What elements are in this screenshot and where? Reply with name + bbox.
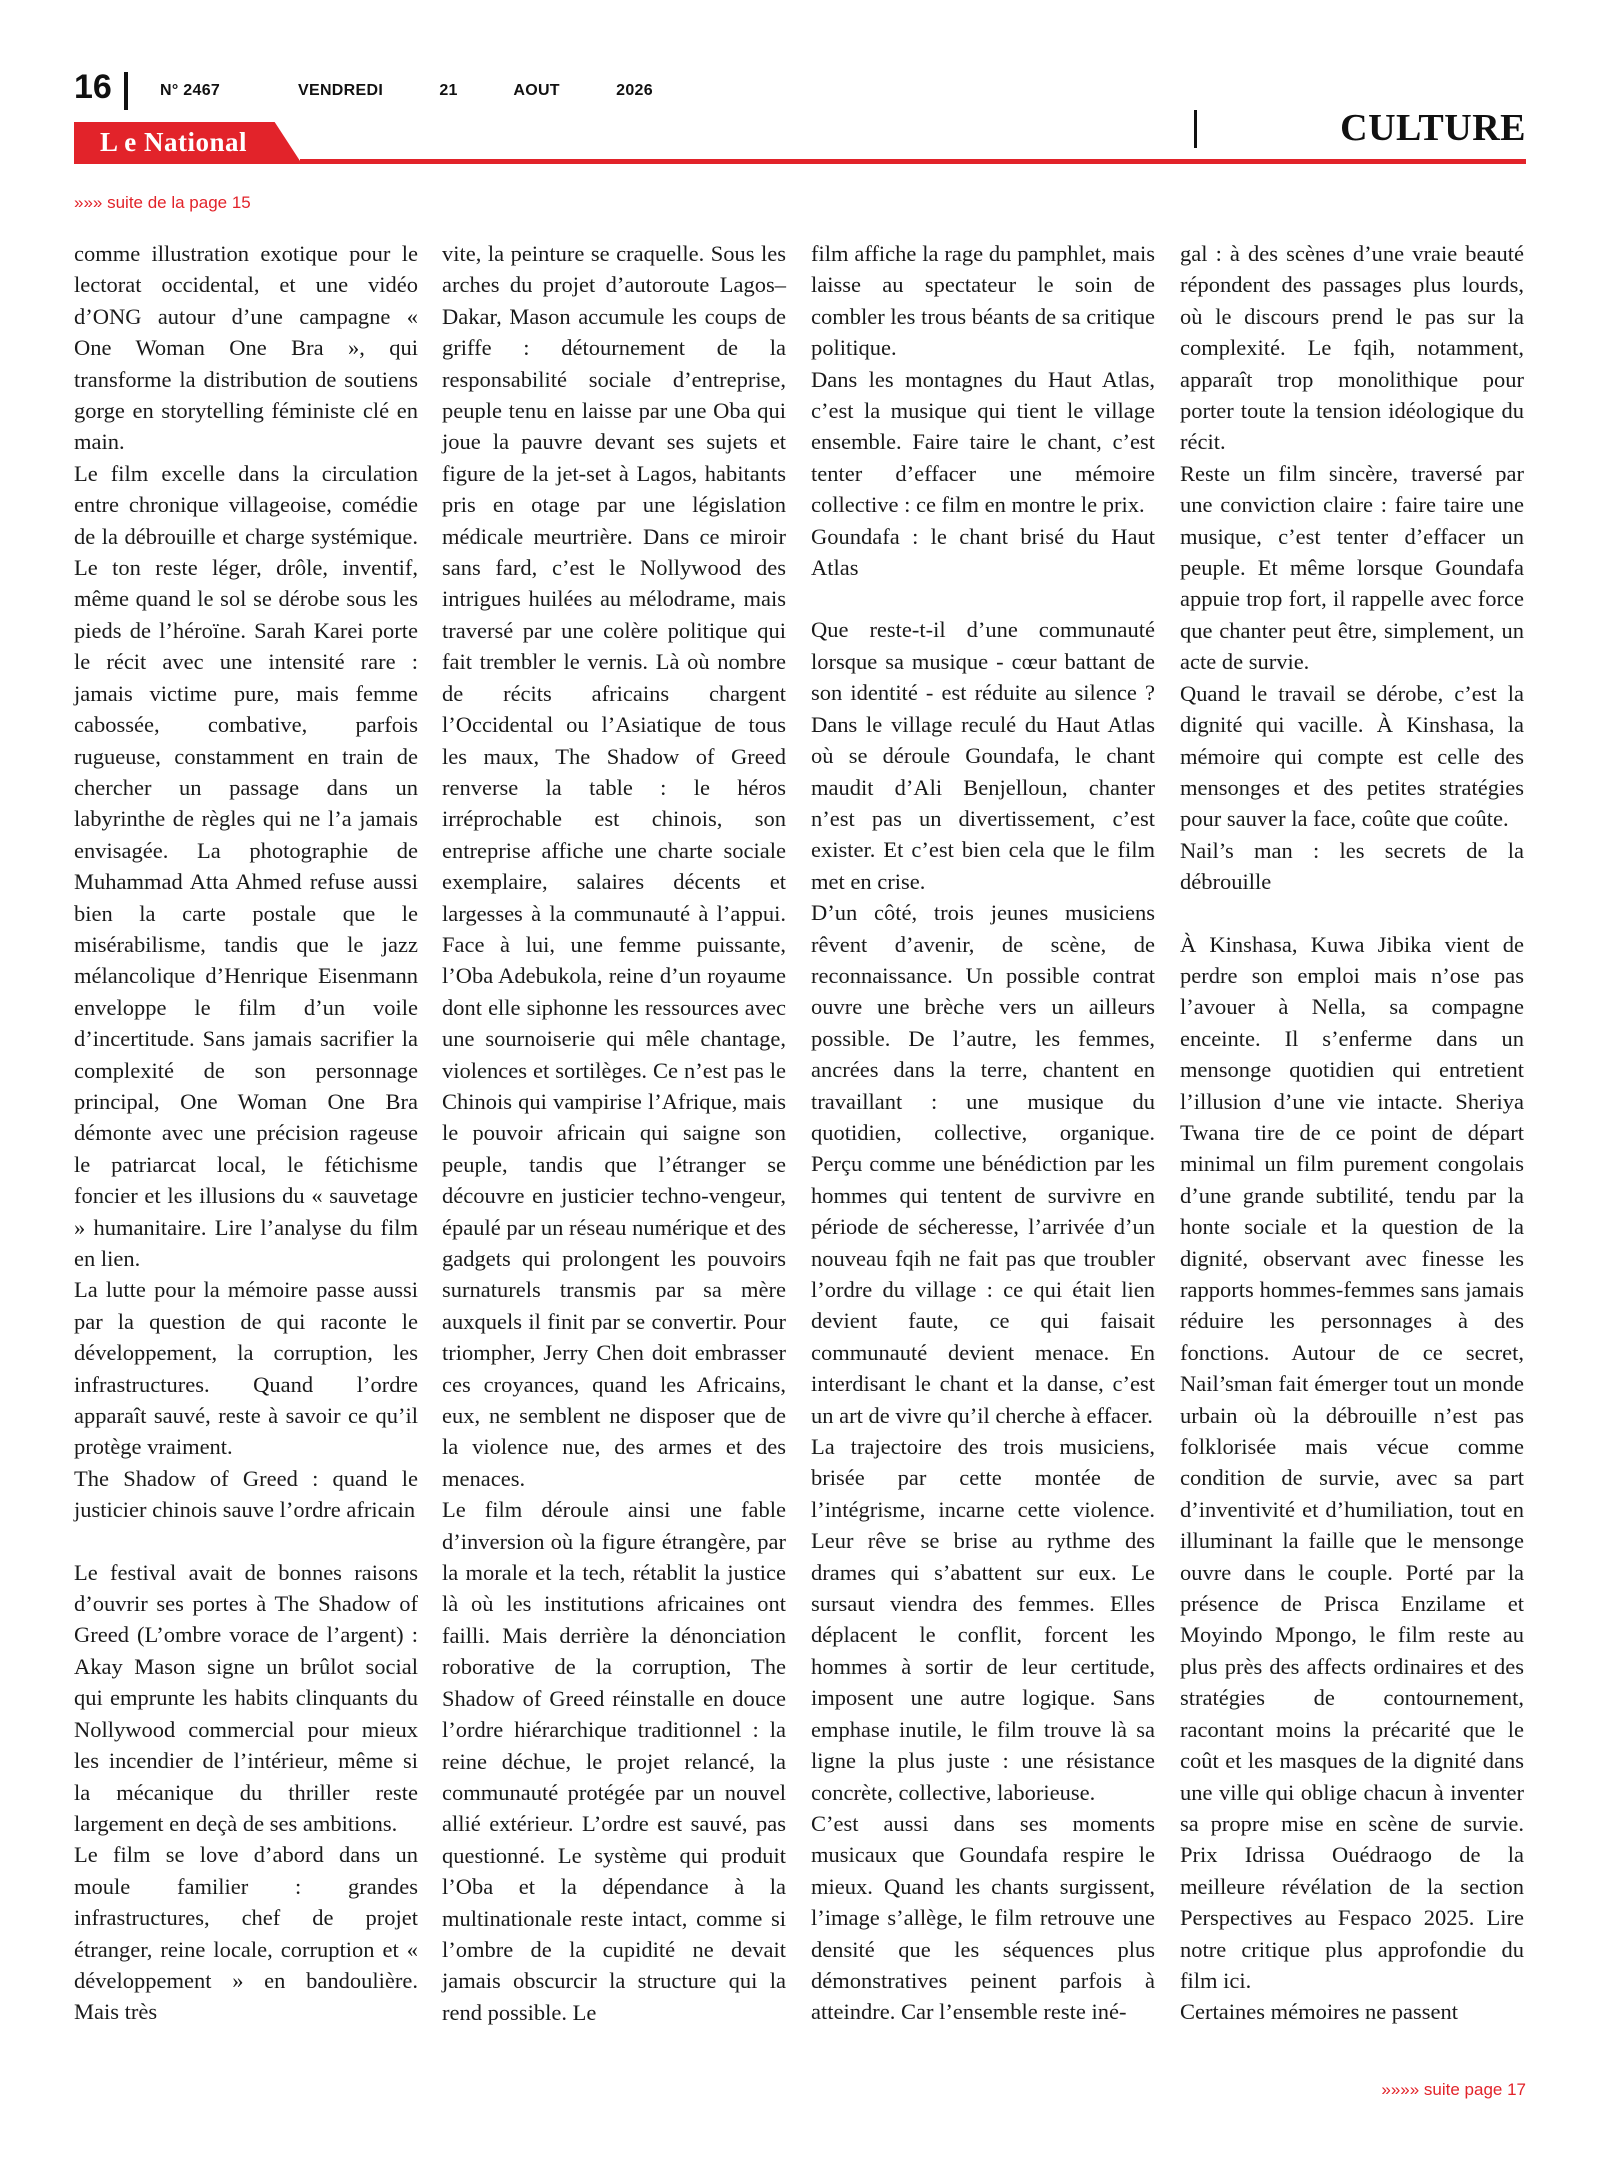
paragraph: gal : à des scènes d’une vraie beauté répondent des passages plus lourds, où le discours prend le pas sur la complexité. Le fqih, notamment, apparaît trop monolithique pour porter toute la tension idéologique du récit. — [1180, 241, 1524, 455]
page-number-divider — [124, 72, 128, 110]
subheading: The Shadow of Greed : quand le justicier chinois sauve l’ordre africain — [74, 1465, 418, 1523]
section-divider — [1194, 110, 1197, 148]
paragraph: La lutte pour la mémoire passe aussi par la question de qui raconte le développement, la corruption, les infrastructures. Quand l’ordre apparaît sauvé, reste à savoir ce qu’il protège vraiment. — [74, 1277, 418, 1460]
paragraph: comme illustration exotique pour le lectorat occidental, et une vidéo d’ONG autour d’une campagne « One Woman One Bra », qui transforme la distribution de soutiens gorge en storytelling féministe clé en main. — [74, 241, 418, 455]
masthead-top — [74, 68, 653, 112]
paragraph: À Kinshasa, Kuwa Jibika vient de perdre son emploi mais n’ose pas l’avouer à Nella, sa compagne enceinte. Il s’enferme dans un mensonge quotidien qui entretient l’illusion d’une vie intacte. Sheriya Twana tire de ce point de départ minimal un film purement congolais d’une grande subtilité, tendu par la honte sociale et la question de la dignité, observant avec finesse les rapports hommes-femmes sans jamais réduire les personnages à des fonctions. Autour de ce secret, Nail’sman fait émerger tout un monde urbain où la débrouille n’est pas folklorisée mais vécue comme condition de survie, avec sa part d’inventivité et d’humiliation, tout en illuminant la faille que le mensonge ouvre dans le couple. Porté par la présence de Prisca Enzilame et Moyindo Mpongo, le film reste au plus près des affects ordinaires et des stratégies de contournement, racontant moins la précarité que le coût et les masques de la dignité dans une ville qui oblige chacun à inventer sa propre mise en scène de survie. Prix Idrissa Ouédraogo de la meilleure révélation de la section Perspectives au Fespaco 2025. Lire notre critique plus approfondie du film ici. — [1180, 931, 1524, 1993]
paragraph: Dans les montagnes du Haut Atlas, c’est la musique qui tient le village ensemble. Faire taire le chant, c’est tenter d’effacer une mémoire collective : ce film en montre le prix. — [811, 366, 1155, 518]
continued-from-link[interactable]: »»» suite de la page 15 — [74, 193, 251, 212]
subheading: Nail’s man : les secrets de la débrouille — [1180, 837, 1524, 895]
paragraph: Le film excelle dans la circulation entre chronique villageoise, comédie de la débrouille et charge systémique. Le ton reste léger, drôle, inventif, même quand le sol se dérobe sous les pieds de l’héroïne. Sarah Karei porte le récit avec une intensité rare : jamais victime pure, mais femme cabossée, combative, parfois rugueuse, constamment en train de chercher un passage dans un labyrinthe de règles qui ne l’a jamais envisagée. La photographie de Muhammad Atta Ahmed refuse aussi bien la carte postale que le misérabilisme, tandis que le jazz mélancolique d’Henrique Eisenmann enveloppe le film d’un voile d’incertitude. Sans jamais sacrifier la complexité de son personnage principal, One Woman One Bra démonte avec une précision rageuse le patriarcat local, le fétichisme foncier et les illusions du « sauvetage » humanitaire. Lire l’analyse du film en lien. — [74, 460, 418, 1271]
paragraph: Le festival avait de bonnes raisons d’ouvrir ses portes à The Shadow of Greed (L’ombre vorace de l’argent) : Akay Mason signe un brûlot social qui emprunte les habits clinquants du Nollywood commercial pour mieux les incendier de l’intérieur, même si la mécanique du thriller reste largement en deçà de ses ambitions. — [74, 1559, 418, 1836]
article-column-4 — [1180, 238, 1524, 2028]
article-column-1 — [74, 238, 418, 2028]
issue-date: VENDREDI 21 AOUT 2026 — [298, 82, 653, 99]
issue-number: N° 2467 — [160, 82, 221, 99]
paragraph: vite, la peinture se craquelle. Sous les arches du projet d’autoroute Lagos–Dakar, Mason accumule les coups de griffe : détournement de la responsabilité sociale d’entreprise, peuple tenu en laisse par une Oba qui joue la pauvre devant ses sujets et figure de la jet-set à Lagos, habitants pris en otage par une législation médicale meurtrière. Dans ce miroir sans fard, c’est le Nollywood des intrigues huilées au mélodrame, mais traversé par une colère politique qui fait trembler le vernis. Là où nombre de récits africains chargent l’Occidental ou l’Asiatique de tous les maux, The Shadow of Greed renverse la table : le héros irréprochable est chinois, son entreprise affiche une charte sociale exemplaire, salaires décents et largesses à la communauté à l’appui. Face à lui, une femme puissante, l’Oba Adebukola, reine d’un royaume dont elle siphonne les ressources avec une sournoiserie qui mêle chantage, violences et sortilèges. Ce n’est pas le Chinois qui vampirise l’Afrique, mais le pouvoir africain qui saigne son peuple, tandis que l’étranger se découvre en justicier techno-vengeur, épaulé par un réseau numérique et des gadgets qui prolongent les pouvoirs surnaturels transmis par sa mère auxquels il finit par se convertir. Pour triompher, Jerry Chen doit embrasser ces croyances, quand les Africains, eux, ne semblent ne disposer que de la violence nue, des armes et des menaces. — [442, 241, 786, 1491]
paragraph: D’un côté, trois jeunes musiciens rêvent d’avenir, de scène, de reconnaissance. Un possible contrat ouvre une brèche vers un ailleurs possible. De l’autre, les femmes, ancrées dans la terre, chantent en travaillant : une musique du quotidien, collective, organique. Perçu comme une bénédiction par les hommes qui tentent de survivre en période de sécheresse, l’arrivée d’un nouveau fqih ne fait pas que troubler l’ordre du village : ce qui était lien devient faute, ce qui faisait communauté devient menace. En interdisant le chant et la danse, c’est un art de vivre qu’il cherche à effacer. — [811, 900, 1155, 1428]
paragraph: Reste un film sincère, traversé par une conviction claire : faire taire une musique, c’est tenter d’effacer un peuple. Et même lorsque Goundafa appuie trop fort, il rappelle avec force que chanter peut être, simplement, un acte de survie. — [1180, 460, 1524, 675]
newspaper-name: L e National — [100, 127, 248, 157]
paragraph: C’est aussi dans ses moments musicaux que Goundafa respire le mieux. Quand les chants surgissent, l’image s’allège, le film retrouve une densité que les séquences plus démonstratives peinent parfois à atteindre. Car l’ensemble reste iné- — [811, 1810, 1155, 2025]
continued-to-link[interactable]: »»»» suite page 17 — [1381, 2080, 1526, 2099]
section-title: CULTURE — [1340, 107, 1526, 149]
paragraph: Certaines mémoires ne passent — [1180, 1999, 1459, 2025]
page-number: 16 — [74, 68, 112, 106]
subheading: Goundafa : le chant brisé du Haut Atlas — [811, 523, 1155, 581]
article-column-2 — [442, 238, 786, 2028]
paragraph: Le film déroule ainsi une fable d’inversion où la figure étrangère, par la morale et la tech, rétablit la justice là où les institutions africaines ont failli. Mais derrière la dénonciation roborative de la corruption, The Shadow of Greed réinstalle en douce l’ordre hiérarchique traditionnel : la reine déchue, le projet relancé, la communauté protégée par un nouvel allié extérieur. L’ordre est sauvé, pas questionné. Le système qui produit l’Oba et la dépendance à la multinationale reste intact, comme si l’ombre de la cupidité ne devait jamais obscurcir la structure qui la rend possible. Le — [442, 1497, 786, 2025]
paragraph: Que reste-t-il d’une communauté lorsque sa musique - cœur battant de son identité - est réduite au silence ? Dans le village reculé du Haut Atlas où se déroule Goundafa, le chant maudit d’Ali Benjelloun, chanter n’est pas un divertissement, c’est exister. Et c’est bien cela que le film met en crise. — [811, 617, 1155, 894]
paragraph: Quand le travail se dérobe, c’est la dignité qui vacille. À Kinshasa, la mémoire qui compte est celle des mensonges et des petites stratégies pour sauver la face, coûte que coûte. — [1180, 680, 1524, 832]
paragraph: La trajectoire des trois musiciens, brisée par cette montée de l’intégrisme, incarne cette violence. Leur rêve se brise au rythme des drames qui s’abattent sur eux. Le sursaut viendra des femmes. Elles déplacent le conflit, forcent les hommes à sortir de leur certitude, imposent une autre logique. Sans emphase inutile, le film trouve là sa ligne la plus juste : une résistance concrète, collective, laborieuse. — [811, 1434, 1155, 1805]
paragraph: film affiche la rage du pamphlet, mais laisse au spectateur le soin de combler les trous béants de sa critique politique. — [811, 241, 1155, 361]
article-column-3 — [811, 238, 1155, 2028]
paragraph: Le film se love d’abord dans un moule familier : grandes infrastructures, chef de projet étranger, reine locale, corruption et « développement » en bandoulière. Mais très — [74, 1842, 418, 2025]
header-rule — [300, 159, 1526, 164]
